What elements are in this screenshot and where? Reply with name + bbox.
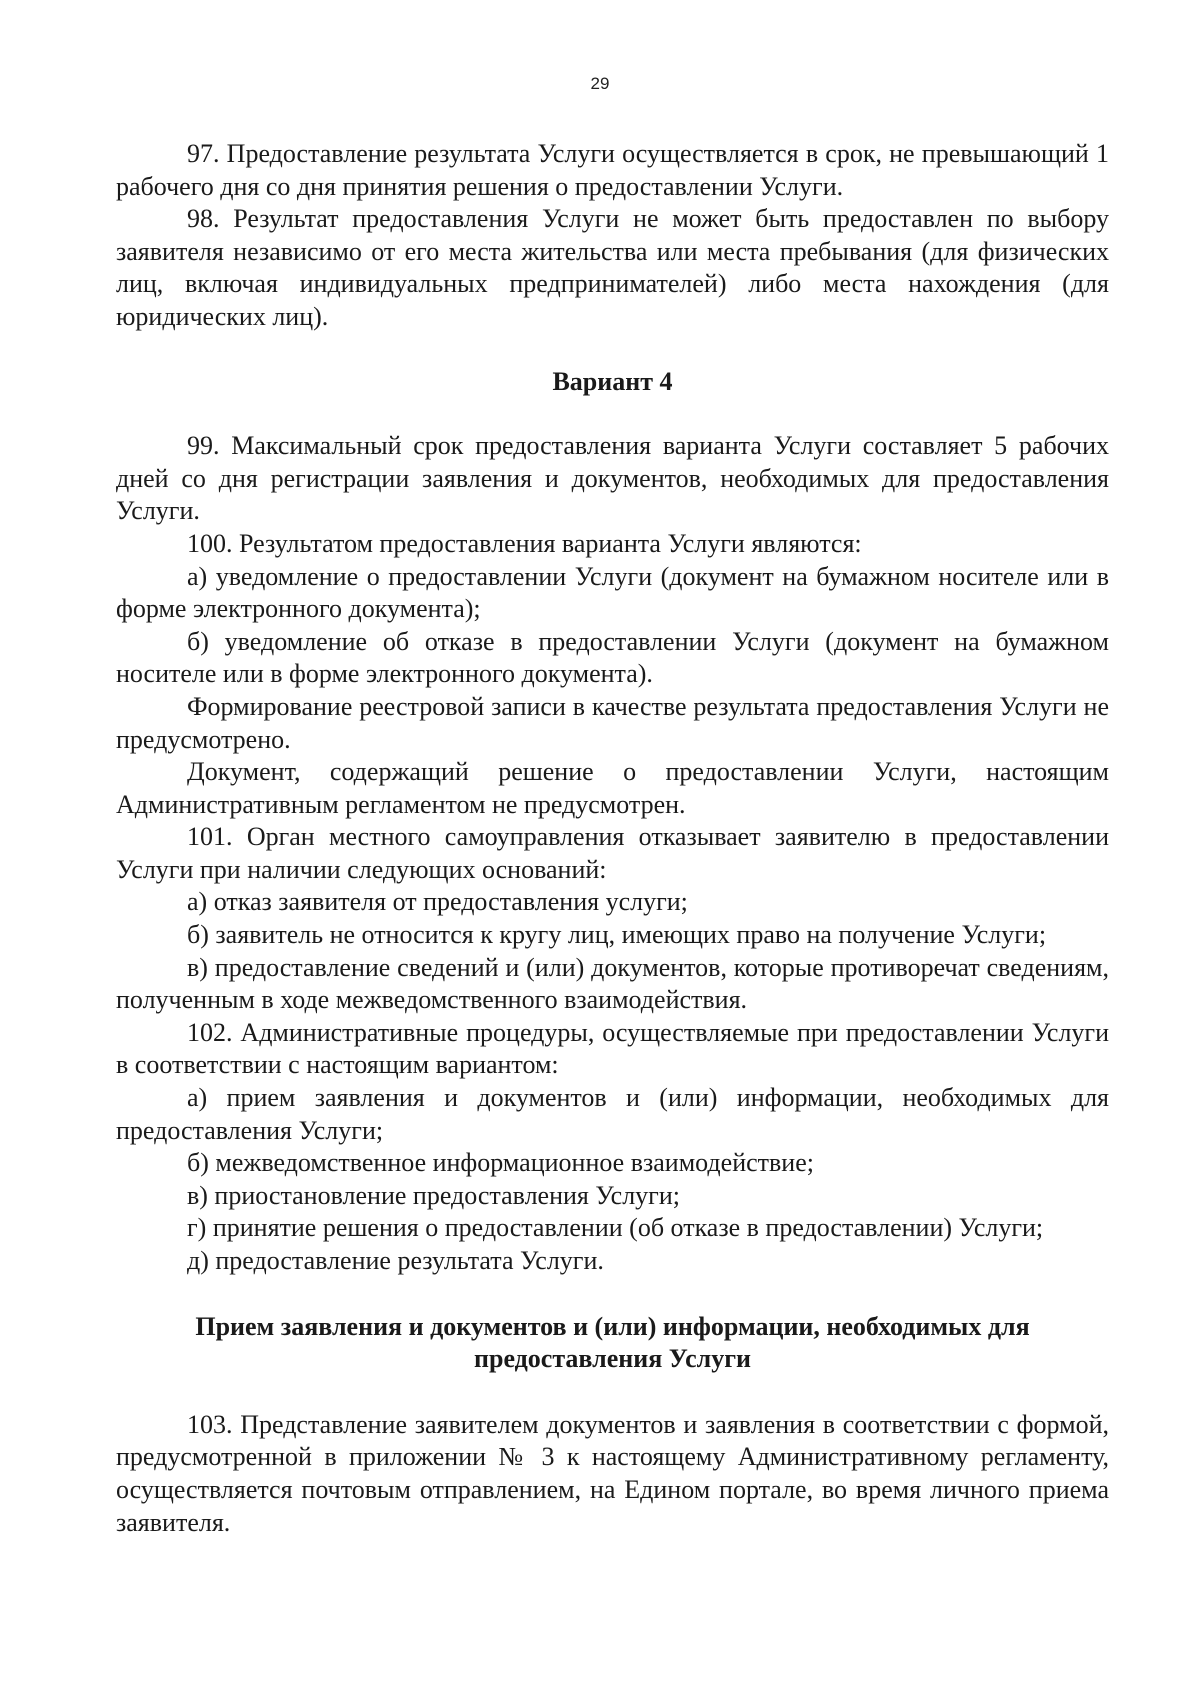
list-item-100b: б) уведомление об отказе в предоставлении Услуги (документ на бумажном носителе или в форме электронного документа).	[116, 626, 1109, 689]
paragraph-99: 99. Максимальный срок предоставления варианта Услуги составляет 5 рабочих дней со дня регистрации заявления и документов, необходимых для предоставления Услуги.	[116, 431, 1109, 526]
list-item-102d: г) принятие решения о предоставлении (об отказе в предоставлении) Услуги;	[187, 1213, 1044, 1243]
paragraph-103: 103. Представление заявителем документов и заявления в соответствии с формой, предусмотренной в приложении № 3 к настоящему Административному регламенту, осуществляется почтовым отправлением, на Едином портале, во время личного приема заявителя.	[116, 1409, 1109, 1537]
section-heading	[116, 1311, 1109, 1376]
variant-heading: Вариант 4	[552, 366, 673, 396]
paragraph-97: 97. Предоставление результата Услуги осуществляется в срок, не превышающий 1 рабочего дня со дня принятия решения о предоставлении Услуги.	[116, 139, 1109, 201]
page-number: 29	[590, 74, 610, 93]
section-heading-line1: Прием заявления и документов и (или) информации, необходимых для	[195, 1311, 1030, 1341]
list-item-102b: б) межведомственное информационное взаимодействие;	[187, 1148, 814, 1178]
list-item-102e: д) предоставление результата Услуги.	[187, 1246, 604, 1275]
document-body	[116, 138, 1109, 1539]
paragraph-102: 102. Административные процедуры, осуществляемые при предоставлении Услуги в соответствии с настоящим вариантом:	[116, 1017, 1109, 1080]
list-item-102c: в) приостановление предоставления Услуги;	[187, 1180, 680, 1210]
paragraph-document: Документ, содержащий решение о предоставлении Услуги, настоящим Административным регламентом не предусмотрен.	[116, 757, 1109, 819]
paragraph-100: 100. Результатом предоставления варианта Услуги являются:	[187, 528, 862, 558]
list-item-102a: а) прием заявления и документов и (или) информации, необходимых для предоставления Услуги;	[116, 1083, 1109, 1145]
list-item-101c: в) предоставление сведений и (или) документов, которые противоречат сведениям, полученным в ходе межведомственного взаимодействия.	[116, 952, 1109, 1015]
paragraph-98: 98. Результат предоставления Услуги не может быть предоставлен по выбору заявителя независимо от его места жительства или места пребывания (для физических лиц, включая индивидуальных предпринимателей) либо места нахождения (для юридических лиц).	[116, 204, 1109, 331]
list-item-101b: б) заявитель не относится к кругу лиц, имеющих право на получение Услуги;	[187, 920, 1047, 950]
section-heading-line2: предоставления Услуги	[474, 1344, 751, 1374]
paragraph-registry: Формирование реестровой записи в качестве результата предоставления Услуги не предусмотрено.	[116, 691, 1109, 754]
list-item-101a: а) отказ заявителя от предоставления услуги;	[187, 887, 688, 917]
list-item-100a: а) уведомление о предоставлении Услуги (документ на бумажном носителе или в форме электронного документа);	[116, 561, 1109, 624]
paragraph-101: 101. Орган местного самоуправления отказывает заявителю в предоставлении Услуги при наличии следующих оснований:	[116, 822, 1109, 884]
